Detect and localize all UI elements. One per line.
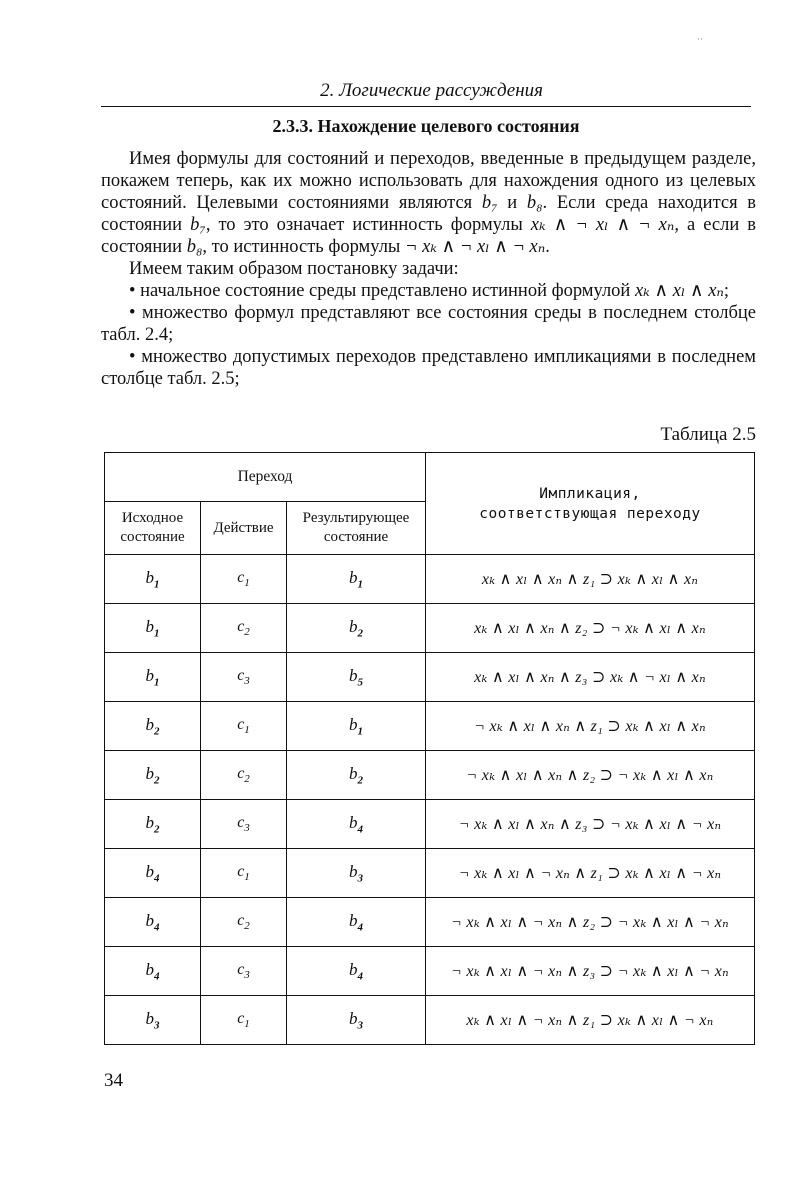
table-row: [105, 751, 755, 800]
table-row: [105, 849, 755, 898]
transitions-table: [104, 452, 755, 1045]
table-caption: Таблица 2.5: [660, 424, 756, 445]
table-row: [105, 898, 755, 947]
implication-cell: xₖ ∧ xₗ ∧ xₙ ∧ z₁ ⊃ xₖ ∧ xₗ ∧ xₙ: [426, 555, 755, 604]
action-cell: $c_1$: [201, 996, 287, 1045]
source-cell: $b_4$: [105, 849, 201, 898]
page-number: 34: [104, 1070, 123, 1091]
goal-state-b: b₈: [526, 193, 543, 213]
source-cell: $b_4$: [105, 898, 201, 947]
result-cell: $b_4$: [287, 947, 426, 996]
table-row: [105, 604, 755, 653]
action-cell: $c_3$: [201, 653, 287, 702]
implication-cell: ¬ xₖ ∧ xₗ ∧ xₙ ∧ z₂ ⊃ ¬ xₖ ∧ xₗ ∧ xₙ: [426, 751, 755, 800]
implication-cell: ¬ xₖ ∧ xₗ ∧ ¬ xₙ ∧ z₃ ⊃ ¬ xₖ ∧ xₗ ∧ ¬ xₙ: [426, 947, 755, 996]
result-cell: $b_3$: [287, 996, 426, 1045]
implication-cell: ¬ xₖ ∧ xₗ ∧ ¬ xₙ ∧ z₁ ⊃ xₖ ∧ xₗ ∧ ¬ xₙ: [426, 849, 755, 898]
result-cell: $b_4$: [287, 800, 426, 849]
header-result-state: Результирующее состояние: [287, 502, 426, 555]
implication-cell: ¬ xₖ ∧ xₗ ∧ xₙ ∧ z₃ ⊃ ¬ xₖ ∧ xₗ ∧ ¬ xₙ: [426, 800, 755, 849]
action-cell: $c_3$: [201, 800, 287, 849]
table-row: [105, 996, 755, 1045]
initial-formula: xₖ ∧ xₗ ∧ xₙ: [634, 281, 724, 301]
table-row: [105, 555, 755, 604]
implication-cell: xₖ ∧ xₗ ∧ ¬ xₙ ∧ z₁ ⊃ xₖ ∧ xₗ ∧ ¬ xₙ: [426, 996, 755, 1045]
source-cell: $b_2$: [105, 751, 201, 800]
result-cell: $b_2$: [287, 604, 426, 653]
action-cell: $c_2$: [201, 751, 287, 800]
implication-cell: xₖ ∧ xₗ ∧ xₙ ∧ z₂ ⊃ ¬ xₖ ∧ xₗ ∧ xₙ: [426, 604, 755, 653]
source-cell: $b_4$: [105, 947, 201, 996]
result-cell: $b_5$: [287, 653, 426, 702]
header-transition: Переход: [105, 453, 426, 502]
result-cell: $b_2$: [287, 751, 426, 800]
bullet-item: • множество формул представляют все состояния среды в последнем столбце табл. 2.4;: [101, 303, 757, 345]
header-implication: Импликация, соответствующая переходу: [426, 453, 755, 555]
running-header: 2. Логические рассуждения: [320, 80, 543, 101]
implication-cell: xₖ ∧ xₗ ∧ xₙ ∧ z₃ ⊃ xₖ ∧ ¬ xₗ ∧ xₙ: [426, 653, 755, 702]
header-rule: [101, 106, 751, 107]
action-cell: $c_2$: [201, 898, 287, 947]
table-row: [105, 800, 755, 849]
action-cell: $c_3$: [201, 947, 287, 996]
formula-b: ¬ xₖ ∧ ¬ xₗ ∧ ¬ xₙ: [404, 237, 546, 257]
source-cell: $b_1$: [105, 555, 201, 604]
paragraph-task: Имеем таким образом постановку задачи:: [129, 259, 459, 279]
implication-cell: ¬ xₖ ∧ xₗ ∧ xₙ ∧ z₁ ⊃ xₖ ∧ xₗ ∧ xₙ: [426, 702, 755, 751]
source-cell: $b_1$: [105, 604, 201, 653]
state-b: b₈: [186, 237, 203, 257]
section-title: 2.3.3. Нахождение целевого состояния: [272, 116, 580, 136]
formula-a: xₖ ∧ ¬ xₗ ∧ ¬ xₙ: [530, 215, 675, 235]
table-row: [105, 947, 755, 996]
action-cell: $c_2$: [201, 604, 287, 653]
goal-state-a: b₇: [481, 193, 498, 213]
corner-mark: ··: [697, 34, 703, 44]
table-row: [105, 702, 755, 751]
result-cell: $b_1$: [287, 702, 426, 751]
header-action: Действие: [201, 502, 287, 555]
source-cell: $b_2$: [105, 702, 201, 751]
bullet-item: • множество допустимых переходов представлено импликациями в последнем столбце табл. 2.5;: [101, 347, 756, 389]
implication-cell: ¬ xₖ ∧ xₗ ∧ ¬ xₙ ∧ z₂ ⊃ ¬ xₖ ∧ xₗ ∧ ¬ xₙ: [426, 898, 755, 947]
action-cell: $c_1$: [201, 702, 287, 751]
paragraph-intro: Имея формулы для состояний и переходов, введенные в предыдущем разделе, покажем теперь, как их можно использовать для нахождения одного из целевых состояний. Целевыми состояниями являются b₇ и b₈. Если среда находится в состоянии b₇, то это означает истинность формулы xₖ ∧ ¬ xₗ ∧ ¬ xₙ, а если в состоянии b₈, то истинность формулы ¬ xₖ ∧ ¬ xₗ ∧ ¬ xₙ.: [101, 149, 757, 257]
result-cell: $b_4$: [287, 898, 426, 947]
result-cell: $b_1$: [287, 555, 426, 604]
source-cell: $b_2$: [105, 800, 201, 849]
body-text: [101, 148, 756, 390]
result-cell: $b_3$: [287, 849, 426, 898]
header-source-state: Исходное состояние: [105, 502, 201, 555]
table-row: [105, 653, 755, 702]
source-cell: $b_1$: [105, 653, 201, 702]
action-cell: $c_1$: [201, 555, 287, 604]
bullet-item: • начальное состояние среды представлено истинной формулой xₖ ∧ xₗ ∧ xₙ;: [129, 281, 730, 301]
source-cell: $b_3$: [105, 996, 201, 1045]
state-a: b₇: [190, 215, 206, 235]
action-cell: $c_1$: [201, 849, 287, 898]
